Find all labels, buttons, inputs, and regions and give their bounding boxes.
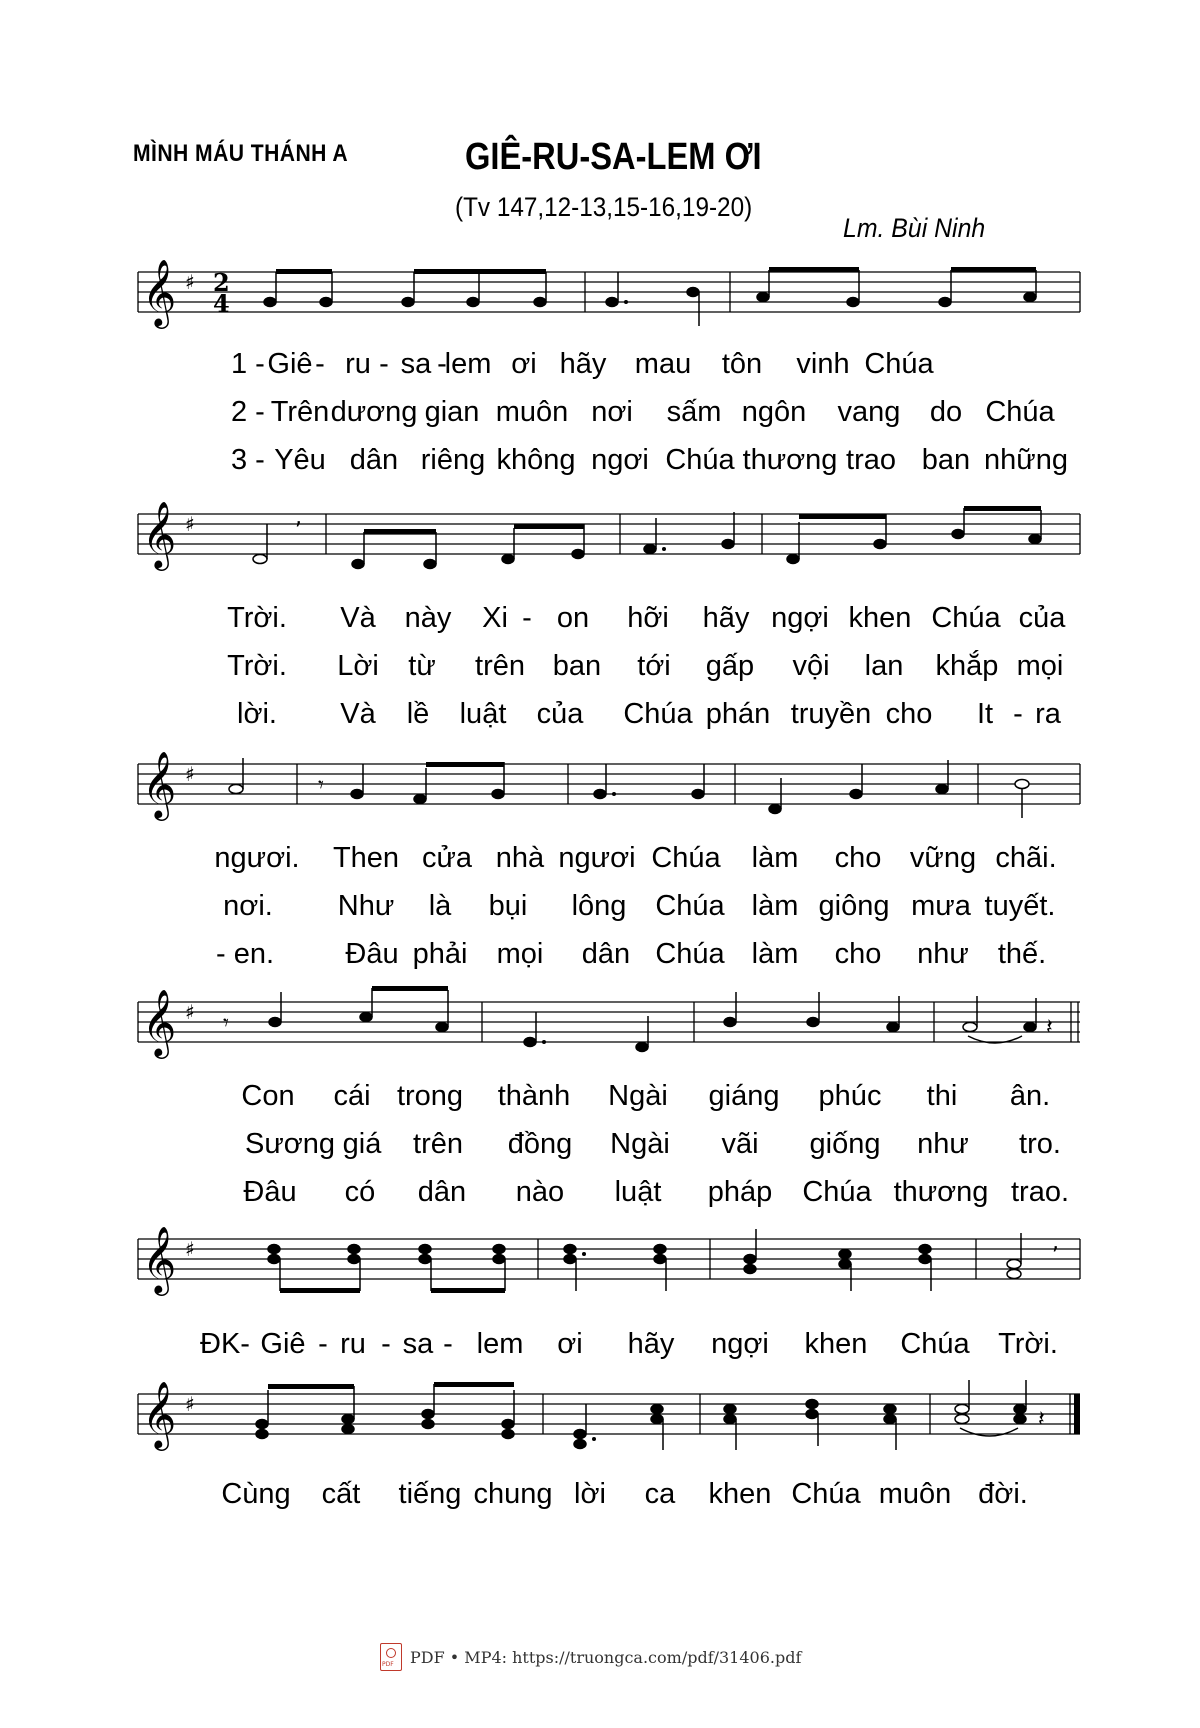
treble-clef-icon: 𝄞	[142, 988, 177, 1056]
lyric-syllable: Chúa	[900, 1328, 970, 1360]
lyric-syllable: Giê	[260, 1328, 306, 1360]
lyric-verse-3	[0, 698, 1200, 738]
lyric-verse-2	[0, 1128, 1200, 1168]
svg-text:𝄽: 𝄽	[1038, 1407, 1045, 1432]
lyric-syllable: Chúa	[651, 842, 721, 874]
lyric-syllable: luật	[459, 698, 507, 730]
lyric-syllable: giá	[342, 1128, 382, 1160]
lyric-syllable: là	[428, 890, 452, 922]
lyric-syllable: Sương	[244, 1128, 336, 1160]
lyric-syllable: -	[318, 1328, 328, 1360]
sharp-icon: ♯	[185, 1237, 195, 1261]
lyric-syllable: -	[381, 1328, 391, 1360]
lyric-syllable: Chúa	[655, 890, 725, 922]
treble-clef-icon: 𝄞	[142, 258, 177, 326]
lyric-syllable: làm	[751, 938, 799, 970]
pdf-file-icon	[380, 1643, 402, 1671]
lyric-syllable: vang	[837, 396, 901, 428]
lyric-syllable: pháp	[707, 1176, 773, 1208]
song-title: GIÊ-RU-SA-LEM ƠI	[465, 136, 762, 178]
lyric-verse-3	[0, 444, 1200, 484]
lyric-syllable: -	[443, 1328, 453, 1360]
lyric-verse-1	[0, 1478, 1200, 1518]
lyric-syllable: ru	[340, 1328, 366, 1360]
lyric-syllable: Chúa	[623, 698, 693, 730]
lyric-syllable: ân.	[1009, 1080, 1051, 1112]
lyric-syllable: nơi.	[223, 890, 273, 922]
lyric-syllable: này	[404, 602, 452, 634]
staff-system-6	[0, 1380, 1200, 1490]
lyric-syllable: lề	[406, 698, 430, 730]
lyric-syllable: lem	[476, 1328, 524, 1360]
lyric-syllable: do	[929, 396, 963, 428]
lyric-syllable: 2 -	[231, 396, 265, 428]
lyric-syllable: Ngài	[608, 1080, 668, 1112]
lyric-syllable: tới	[637, 650, 671, 682]
lyric-syllable: ngươi.	[214, 842, 300, 874]
lyric-syllable: tro.	[1019, 1128, 1061, 1160]
lyric-syllable: -	[315, 348, 325, 380]
lyric-syllable: trao	[846, 444, 896, 476]
lyric-syllable: muôn	[495, 396, 569, 428]
svg-text:𝄽: 𝄽	[1046, 1015, 1053, 1040]
lyric-syllable: dân	[581, 938, 631, 970]
lyric-syllable: tôn	[721, 348, 763, 380]
mass-label: MÌNH MÁU THÁNH A	[133, 140, 349, 167]
lyric-syllable: Trời.	[227, 650, 287, 682]
lyric-syllable: muôn	[878, 1478, 952, 1510]
treble-clef-icon: 𝄞	[142, 1225, 177, 1293]
lyric-syllable: ngơi	[591, 444, 649, 476]
lyric-syllable: sấm	[666, 396, 722, 428]
lyric-syllable: trên	[475, 650, 525, 682]
lyric-syllable: mưa	[911, 890, 971, 922]
lyric-syllable: từ	[408, 650, 436, 682]
lyric-syllable: vội	[792, 650, 830, 682]
lyric-syllable: vinh	[796, 348, 850, 380]
lyric-syllable: của	[1018, 602, 1066, 634]
lyric-syllable: có	[344, 1176, 376, 1208]
lyric-syllable: cất	[321, 1478, 361, 1510]
lyric-syllable: giáng	[708, 1080, 780, 1112]
lyric-syllable: chung	[473, 1478, 553, 1510]
lyric-syllable: Giê	[267, 348, 313, 380]
footer-link[interactable]	[380, 1642, 801, 1672]
lyric-syllable: dân	[417, 1176, 467, 1208]
lyric-syllable: thành	[497, 1080, 571, 1112]
lyric-syllable: ra	[1035, 698, 1061, 730]
lyric-syllable: những	[984, 444, 1068, 476]
treble-clef-icon: 𝄞	[142, 1380, 177, 1448]
lyric-syllable: ban	[552, 650, 602, 682]
lyric-syllable: vững	[909, 842, 977, 874]
lyric-syllable: Và	[340, 602, 376, 634]
lyric-syllable: nơi	[591, 396, 633, 428]
lyric-syllable: sa	[400, 348, 432, 380]
lyric-syllable: thương	[742, 444, 838, 476]
staff-system-5	[0, 1225, 1200, 1335]
lyric-syllable: nào	[515, 1176, 565, 1208]
lyric-syllable: khắp	[935, 650, 999, 682]
lyric-syllable: phúc	[818, 1080, 882, 1112]
lyric-syllable: It	[976, 698, 994, 730]
lyric-syllable: 1 -	[231, 348, 265, 380]
time-signature-top: 2	[213, 268, 230, 297]
lyric-syllable: mau	[634, 348, 692, 380]
lyric-syllable: thương	[893, 1176, 989, 1208]
lyric-verse-3	[0, 938, 1200, 978]
lyric-syllable: truyền	[790, 698, 872, 730]
lyric-syllable: cho	[885, 698, 933, 730]
lyric-syllable: -	[522, 602, 532, 634]
lyric-syllable: khen	[804, 1328, 868, 1360]
lyric-syllable: bụi	[488, 890, 528, 922]
lyric-syllable: thế.	[997, 938, 1047, 970]
lyric-syllable: gian	[424, 396, 480, 428]
lyric-syllable: Như	[337, 890, 395, 922]
lyric-syllable: lời.	[237, 698, 277, 730]
lyric-verse-1	[0, 1328, 1200, 1368]
lyric-syllable: Trời.	[998, 1328, 1058, 1360]
svg-text:𝄾: 𝄾	[223, 1011, 229, 1036]
lyric-syllable: luật	[614, 1176, 662, 1208]
lyrics-system-1	[0, 348, 1200, 488]
lyric-syllable: ơi	[557, 1328, 583, 1360]
lyric-syllable: giông	[818, 890, 890, 922]
lyric-syllable: mọi	[1016, 650, 1064, 682]
lyric-syllable: lông	[571, 890, 627, 922]
lyric-syllable: đồng	[507, 1128, 573, 1160]
lyric-syllable: làm	[751, 842, 799, 874]
lyric-syllable: ngươi	[558, 842, 636, 874]
lyric-syllable: như	[917, 938, 969, 970]
lyric-syllable: dương	[330, 396, 418, 428]
lyric-syllable: nhà	[495, 842, 545, 874]
lyric-syllable: không	[496, 444, 576, 476]
lyric-syllable: Và	[340, 698, 376, 730]
lyric-verse-1	[0, 602, 1200, 642]
lyric-syllable: hãy	[702, 602, 750, 634]
treble-clef-icon: 𝄞	[142, 500, 177, 568]
lyric-syllable: Đâu	[243, 1176, 297, 1208]
lyric-syllable: ngợi	[711, 1328, 769, 1360]
lyric-syllable: -	[1013, 698, 1023, 730]
lyric-syllable: dân	[349, 444, 399, 476]
lyric-syllable: trao.	[1010, 1176, 1070, 1208]
lyrics-system-5	[0, 1328, 1200, 1378]
lyrics-system-2	[0, 602, 1200, 742]
lyric-syllable: gấp	[705, 650, 755, 682]
lyric-syllable: khen	[708, 1478, 772, 1510]
lyric-syllable: ban	[921, 444, 971, 476]
lyric-syllable: của	[536, 698, 584, 730]
lyric-syllable: đời.	[978, 1478, 1028, 1510]
lyric-syllable: cho	[834, 938, 882, 970]
sharp-icon: ♯	[185, 1392, 195, 1416]
lyric-syllable: ru	[345, 348, 371, 380]
lyric-syllable: vãi	[721, 1128, 759, 1160]
svg-text:,: ,	[295, 505, 302, 530]
lyric-syllable: Then	[332, 842, 400, 874]
lyric-syllable: ĐK-	[200, 1328, 250, 1360]
lyric-syllable: Chúa	[665, 444, 735, 476]
sharp-icon: ♯	[185, 762, 195, 786]
svg-text:,: ,	[1052, 1230, 1059, 1255]
lyric-syllable: Chúa	[985, 396, 1055, 428]
lyric-syllable: làm	[751, 890, 799, 922]
treble-clef-icon: 𝄞	[142, 750, 177, 818]
lyric-syllable: ngợi	[771, 602, 829, 634]
lyric-syllable: Trên	[270, 396, 330, 428]
lyric-syllable: chãi.	[995, 842, 1057, 874]
lyric-syllable: Chúa	[655, 938, 725, 970]
lyric-syllable: phải	[412, 938, 468, 970]
lyric-syllable: giống	[809, 1128, 881, 1160]
lyric-verse-2	[0, 890, 1200, 930]
lyric-syllable: Xi	[482, 602, 508, 634]
lyric-syllable: Đâu	[345, 938, 399, 970]
lyric-syllable: hãy	[627, 1328, 675, 1360]
lyric-syllable: -	[437, 348, 447, 380]
svg-text:𝄾: 𝄾	[318, 773, 324, 798]
lyric-syllable: Trời.	[227, 602, 287, 634]
lyric-syllable: Chúa	[791, 1478, 861, 1510]
lyric-syllable: Chúa	[931, 602, 1001, 634]
lyric-syllable: Lời	[337, 650, 379, 682]
lyric-syllable: Chúa	[802, 1176, 872, 1208]
lyric-verse-1	[0, 1080, 1200, 1120]
sharp-icon: ♯	[185, 270, 195, 294]
sharp-icon: ♯	[185, 1000, 195, 1024]
lyric-syllable: lan	[864, 650, 904, 682]
lyrics-system-6	[0, 1478, 1200, 1528]
lyric-syllable: Yêu	[274, 444, 326, 476]
lyric-syllable: ơi	[511, 348, 537, 380]
lyric-syllable: -	[379, 348, 389, 380]
lyric-syllable: tuyết.	[984, 890, 1056, 922]
lyric-syllable: phán	[705, 698, 771, 730]
footer-text: PDF • MP4: https://truongca.com/pdf/31406.pdf	[410, 1647, 802, 1667]
lyric-syllable: hỡi	[627, 602, 669, 634]
lyric-syllable: Ngài	[610, 1128, 670, 1160]
lyric-syllable: riêng	[420, 444, 486, 476]
staff-system-2	[0, 500, 1200, 610]
lyric-syllable: tiếng	[398, 1478, 462, 1510]
lyric-syllable: mọi	[496, 938, 544, 970]
lyric-syllable: trong	[396, 1080, 464, 1112]
lyric-syllable: sa	[402, 1328, 434, 1360]
lyric-syllable: 3 -	[231, 444, 265, 476]
lyric-syllable: - en.	[215, 938, 275, 970]
lyric-syllable: trên	[413, 1128, 463, 1160]
lyric-syllable: khen	[848, 602, 912, 634]
lyric-syllable: lời	[574, 1478, 606, 1510]
psalm-reference: (Tv 147,12-13,15-16,19-20)	[455, 192, 753, 222]
lyric-verse-3	[0, 1176, 1200, 1216]
lyric-verse-2	[0, 650, 1200, 690]
lyrics-system-3	[0, 842, 1200, 982]
lyric-verse-2	[0, 396, 1200, 436]
composer-name: Lm. Bùi Ninh	[843, 213, 986, 243]
lyric-syllable: thi	[926, 1080, 958, 1112]
lyric-syllable: Cùng	[221, 1478, 291, 1510]
lyric-syllable: Chúa	[864, 348, 934, 380]
lyric-verse-1	[0, 348, 1200, 388]
lyric-syllable: cho	[834, 842, 882, 874]
lyric-syllable: ngôn	[741, 396, 807, 428]
lyric-verse-1	[0, 842, 1200, 882]
sharp-icon: ♯	[185, 512, 195, 536]
lyric-syllable: hãy	[559, 348, 607, 380]
lyric-syllable: ca	[644, 1478, 676, 1510]
lyric-syllable: lem	[444, 348, 492, 380]
lyric-syllable: như	[917, 1128, 969, 1160]
lyric-syllable: on	[556, 602, 590, 634]
lyric-syllable: cái	[333, 1080, 371, 1112]
lyric-syllable: cửa	[421, 842, 473, 874]
time-signature-bottom: 4	[213, 289, 230, 318]
lyrics-system-4	[0, 1080, 1200, 1220]
lyric-syllable: Con	[241, 1080, 295, 1112]
